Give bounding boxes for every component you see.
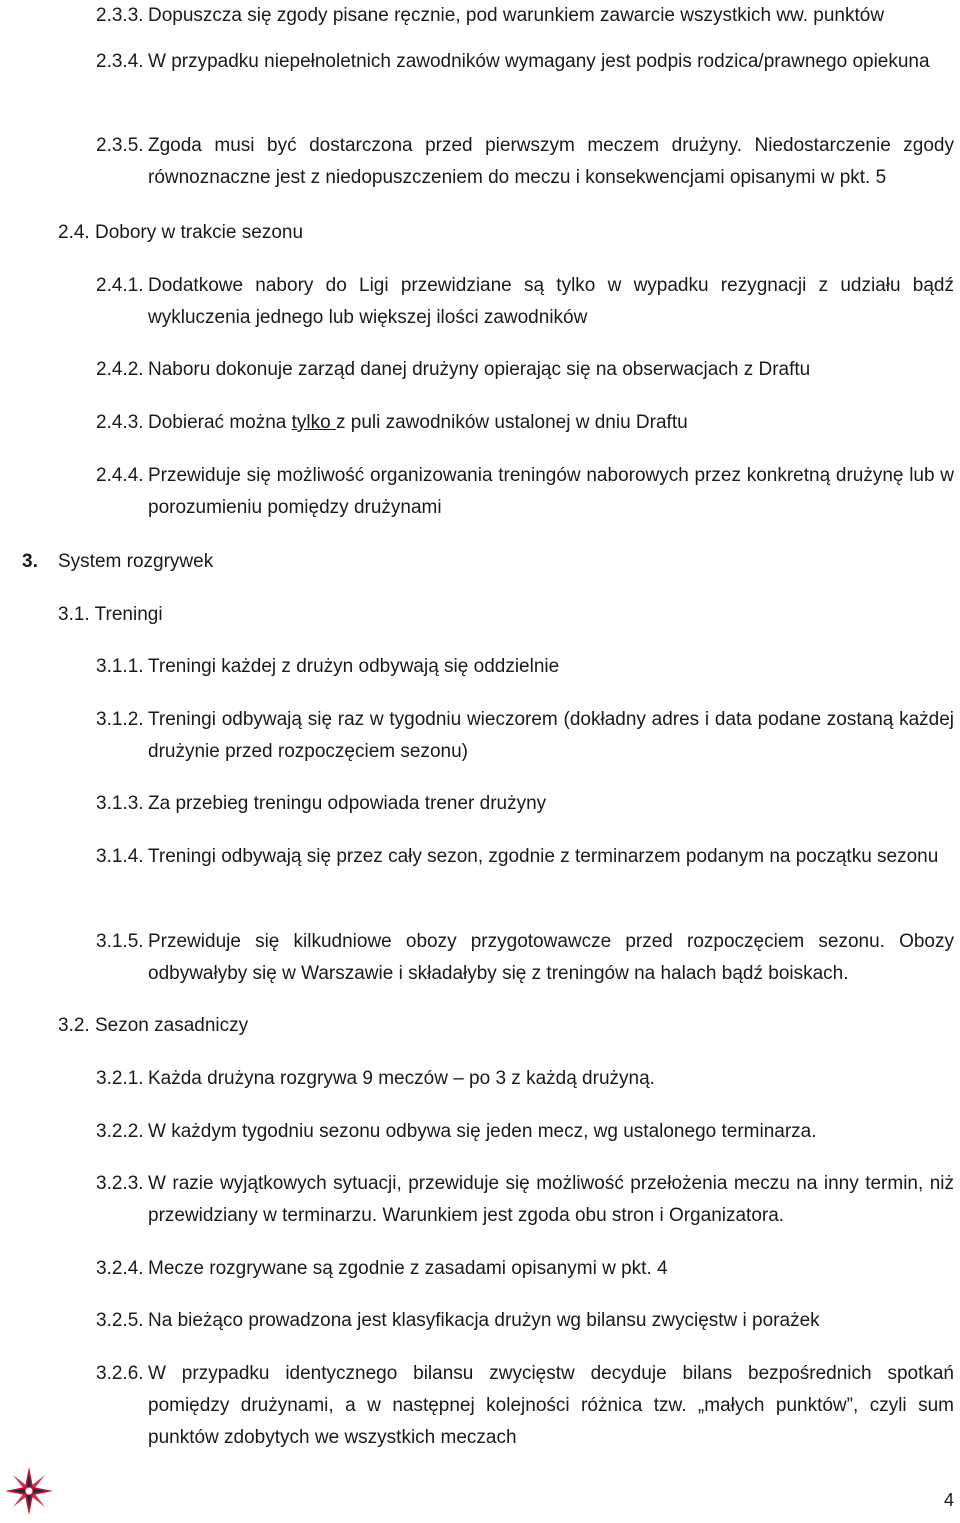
item-text: W razie wyjątkowych sytuacji, przewiduje się możliwość przełożenia meczu na inny termin, niż przewidziany w terminarzu. Warunkiem jest zgoda obu stron i Organizatora. (148, 1173, 954, 1226)
item-3-2-6 (96, 1358, 954, 1454)
item-3-2-5 (96, 1305, 954, 1337)
compass-star-icon (4, 1466, 54, 1516)
item-3-2-4 (96, 1253, 954, 1285)
section-3-2 (58, 1010, 248, 1042)
item-number: 3.2.6. (96, 1363, 144, 1384)
item-2-4-1 (96, 270, 954, 334)
text-part: z puli zawodników ustalonej w dniu Draftu (335, 412, 688, 433)
item-number: 2.4.3. (96, 412, 144, 433)
item-3-1-1 (96, 651, 954, 683)
item-3-2-2 (96, 1116, 954, 1148)
item-3-1-5 (96, 926, 954, 990)
item-3-2-3 (96, 1168, 954, 1232)
underlined-text: tylko (291, 412, 336, 433)
item-text (148, 407, 954, 439)
item-2-3-5 (96, 130, 954, 194)
item-2-4-2 (96, 354, 954, 386)
item-number: 2.4.4. (96, 465, 144, 486)
item-text: Dopuszcza się zgody pisane ręcznie, pod warunkiem zawarcie wszystkich ww. punktów (148, 5, 885, 26)
item-number: 3.2.1. (96, 1068, 144, 1089)
item-3-1-3 (96, 788, 954, 820)
item-2-3-4 (96, 46, 954, 78)
item-text: W przypadku niepełnoletnich zawodników wymagany jest podpis rodzica/prawnego opiekuna (148, 51, 930, 72)
item-number: 2.3.5. (96, 135, 144, 156)
item-text: Na bieżąco prowadzona jest klasyfikacja drużyn wg bilansu zwycięstw i porażek (148, 1310, 820, 1331)
item-number: 3.2.5. (96, 1310, 144, 1331)
item-number: 3.2.2. (96, 1121, 144, 1142)
item-number: 2.4.1. (96, 275, 144, 296)
section-number: 3.1. (58, 604, 90, 625)
item-number: 2.3.3. (96, 5, 144, 26)
section-title: Sezon zasadniczy (94, 1015, 249, 1036)
item-3-1-2 (96, 704, 954, 768)
item-text: W każdym tygodniu sezonu odbywa się jeden mecz, wg ustalonego terminarza. (148, 1121, 817, 1142)
item-2-4-4 (96, 460, 954, 524)
item-number: 3.1.4. (96, 846, 144, 867)
item-text: Zgoda musi być dostarczona przed pierwszym meczem drużyny. Niedostarczenie zgody równoznaczne jest z niedopuszczeniem do meczu i konsekwencjami opisanymi w pkt. 5 (148, 135, 954, 188)
item-text: Treningi każdej z drużyn odbywają się oddzielnie (148, 656, 560, 677)
section-number: 2.4. (58, 222, 90, 243)
item-text: Treningi odbywają się raz w tygodniu wieczorem (dokładny adres i data podane zostaną każdej drużynie przed rozpoczęciem sezonu) (148, 709, 954, 762)
section-3 (22, 546, 213, 578)
item-2-3-3 (96, 0, 954, 32)
item-number: 3.1.1. (96, 656, 144, 677)
section-title: Treningi (94, 604, 163, 625)
item-3-2-1 (96, 1063, 954, 1095)
item-text: W przypadku identycznego bilansu zwycięstw decyduje bilans bezpośrednich spotkań pomiędzy drużynami, a w następnej kolejności różnica tzw. „małych punktów”, czyli sum punktów zdobytych we wszystkich meczach (148, 1363, 954, 1448)
item-number: 3.1.2. (96, 709, 144, 730)
item-text: Każda drużyna rozgrywa 9 meczów – po 3 z każdą drużyną. (148, 1068, 655, 1089)
section-title: System rozgrywek (58, 551, 214, 572)
section-title: Dobory w trakcie sezonu (94, 222, 304, 243)
item-number: 2.3.4. (96, 51, 144, 72)
item-number: 3.1.3. (96, 793, 144, 814)
item-number: 3.1.5. (96, 931, 144, 952)
item-text: Naboru dokonuje zarząd danej drużyny opierając się na obserwacjach z Draftu (148, 359, 811, 380)
item-text: Przewiduje się kilkudniowe obozy przygotowawcze przed rozpoczęciem sezonu. Obozy odbywałyby się w Warszawie i składałyby się z treningów na halach bądź boiskach. (148, 931, 954, 984)
item-2-4-3 (96, 407, 954, 439)
item-number: 3.2.3. (96, 1173, 144, 1194)
item-text: Dodatkowe nabory do Ligi przewidziane są tylko w wypadku rezygnacji z udziału bądź wykluczenia jednego lub większej ilości zawodników (148, 275, 954, 328)
item-text: Przewiduje się możliwość organizowania treningów naborowych przez konkretną drużynę lub w porozumieniu pomiędzy drużynami (148, 465, 954, 518)
item-number: 2.4.2. (96, 359, 144, 380)
item-number: 3.2.4. (96, 1258, 144, 1279)
section-3-1 (58, 599, 163, 631)
item-text: Mecze rozgrywane są zgodnie z zasadami opisanymi w pkt. 4 (148, 1258, 668, 1279)
item-text: Treningi odbywają się przez cały sezon, zgodnie z terminarzem podanym na początku sezonu (148, 846, 939, 867)
text-part: Dobierać można (148, 412, 292, 433)
item-3-1-4 (96, 841, 954, 873)
section-number: 3. (22, 551, 38, 572)
section-number: 3.2. (58, 1015, 90, 1036)
item-text: Za przebieg treningu odpowiada trener drużyny (148, 793, 547, 814)
page-number: 4 (944, 1490, 955, 1510)
section-2-4 (58, 217, 303, 249)
